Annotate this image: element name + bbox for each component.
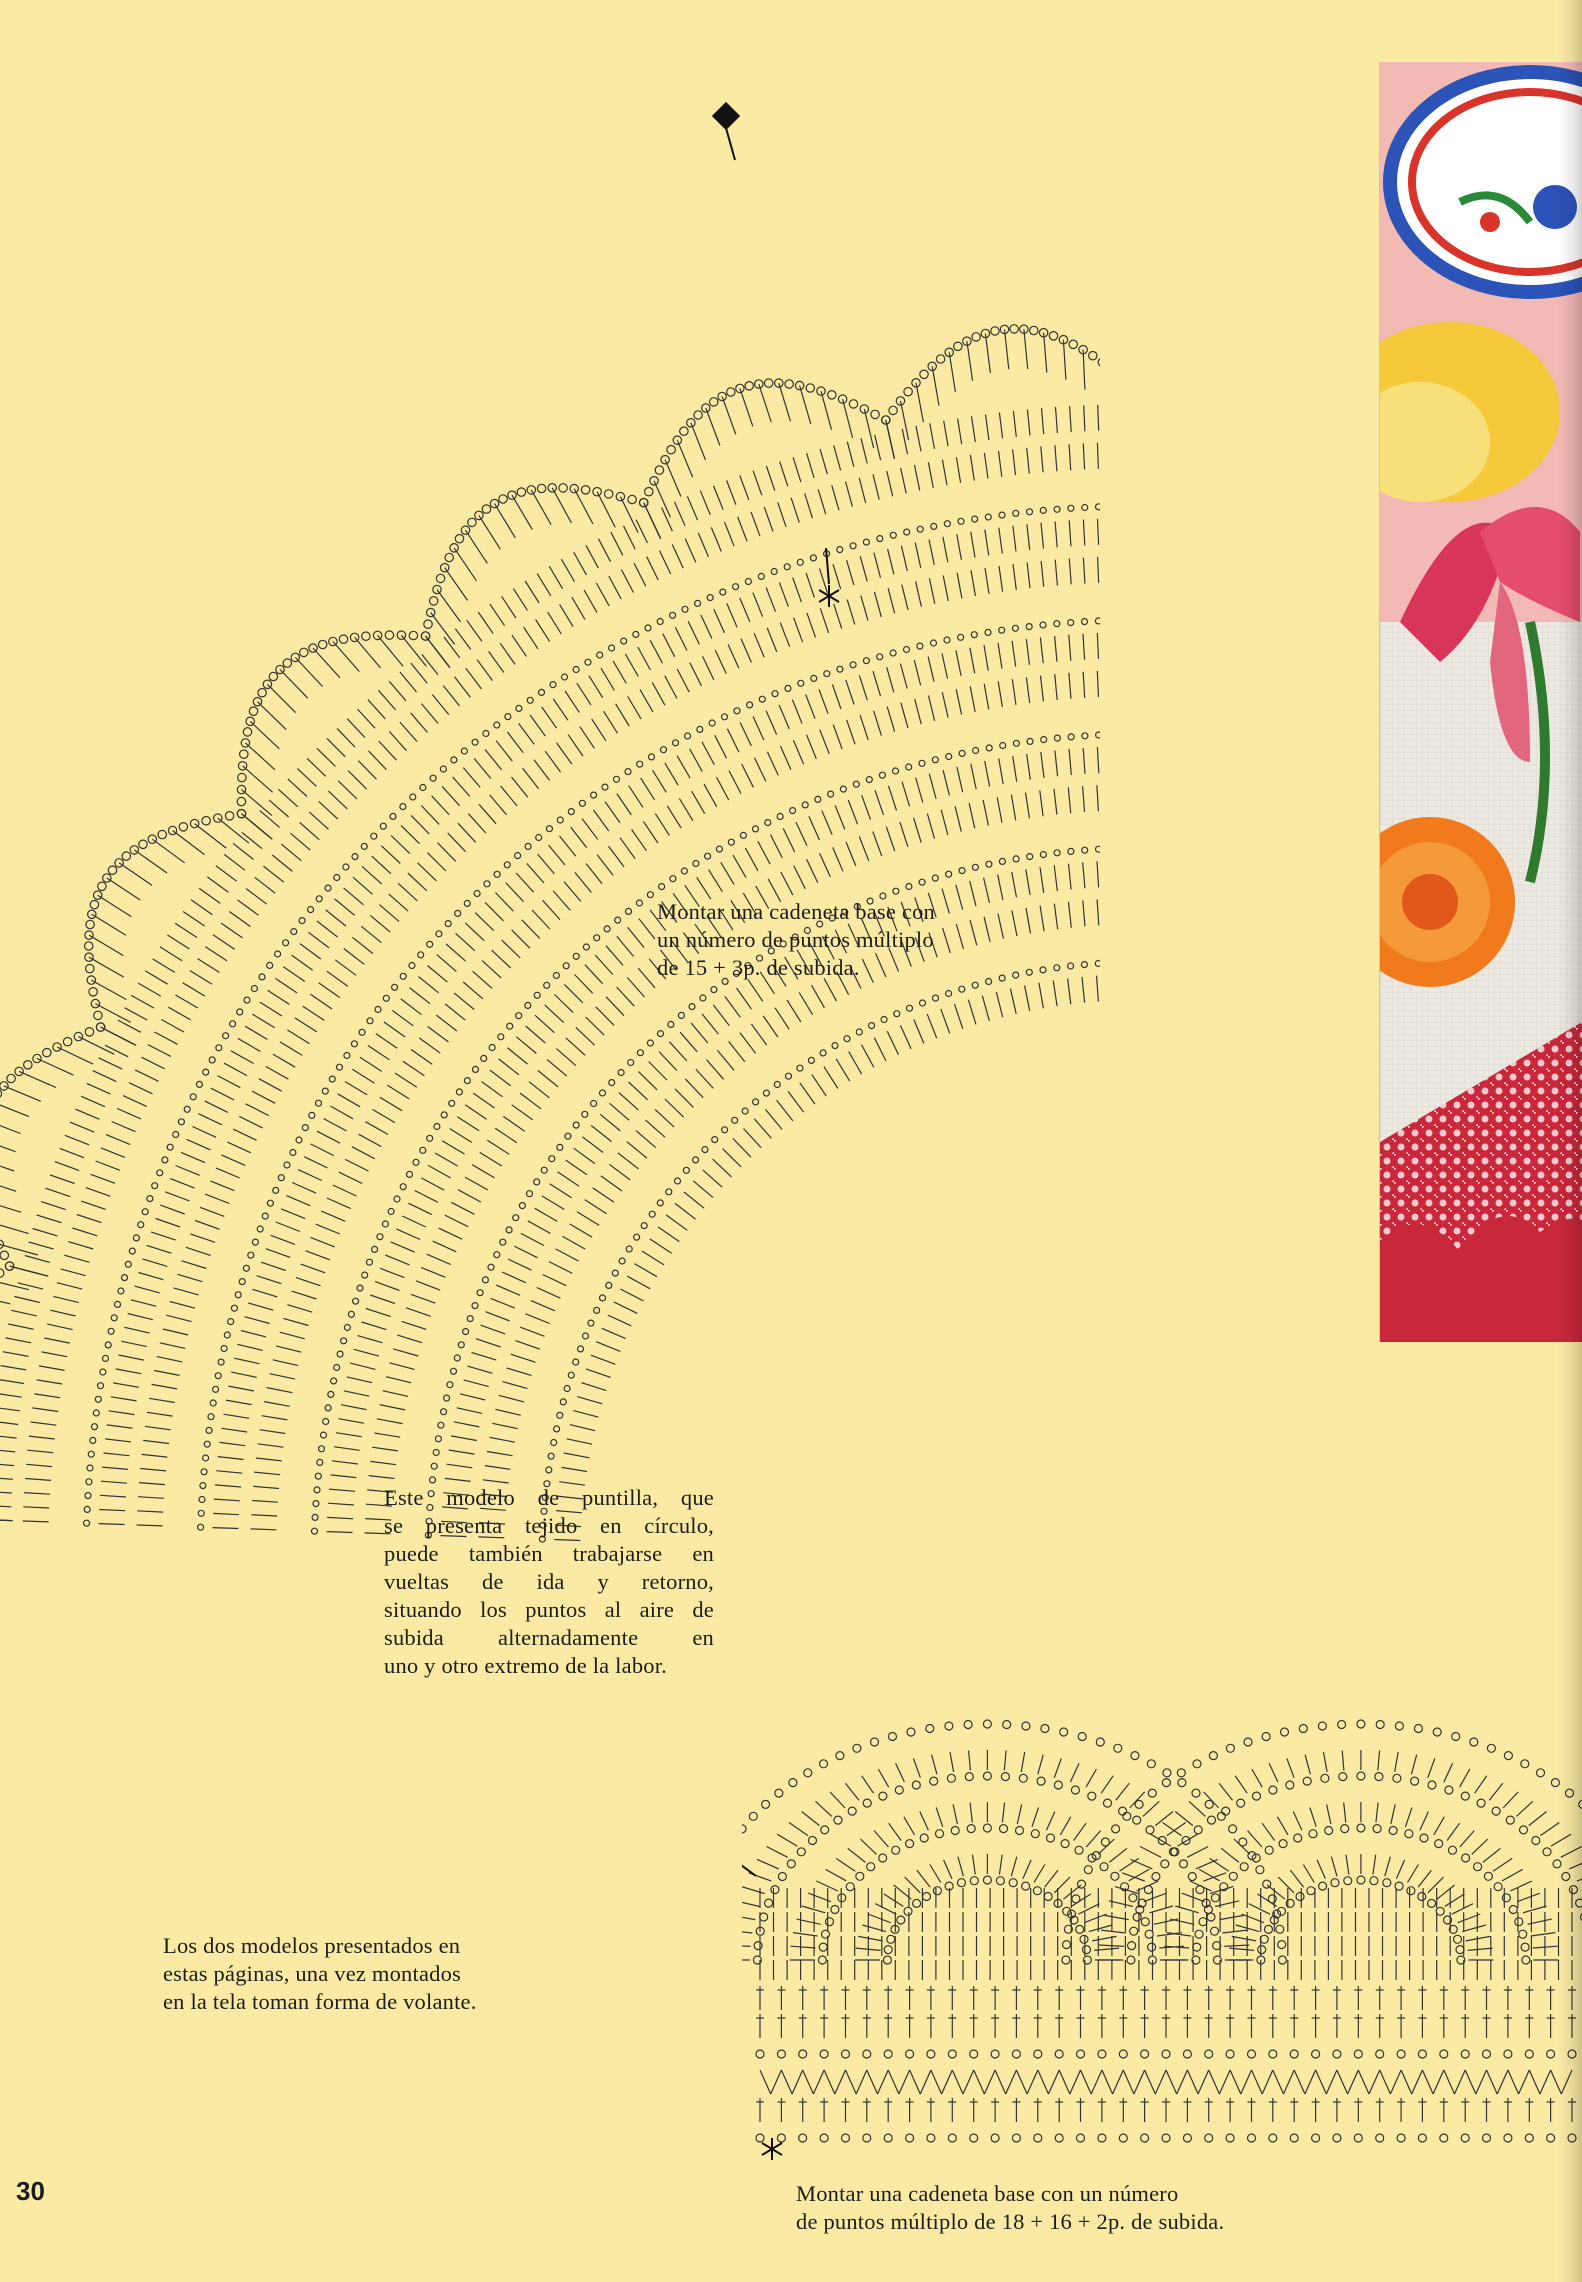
page-number: 30 (16, 2176, 45, 2206)
text-line: vueltas de ida y retorno, (384, 1569, 714, 1594)
text-line: se presenta tejido en círculo, (384, 1513, 714, 1538)
page-gutter-shadow (1558, 0, 1582, 2282)
photo-illustration (1380, 62, 1582, 1342)
text-line: Montar una cadeneta base con un número (796, 2181, 1179, 2206)
models-note (163, 1932, 553, 2016)
text-line: Montar una cadeneta base con (657, 899, 935, 924)
chart1-instructions (657, 898, 1017, 982)
text-line: situando los puntos al aire de (384, 1597, 714, 1622)
text-line: uno y otro extremo de la labor. (384, 1653, 668, 1678)
text-line: de puntos múltiplo de 18 + 16 + 2p. de subida. (796, 2209, 1225, 2234)
text-line: subida alternadamente en (384, 1625, 714, 1650)
text-line: Este modelo de puntilla, que (384, 1485, 714, 1510)
text-line: de 15 + 3p. de subida. (657, 955, 860, 980)
text-line: estas páginas, una vez montados (163, 1961, 461, 1986)
text-line: en la tela toman forma de volante. (163, 1989, 477, 2014)
text-line: un número de puntos múltiplo (657, 927, 934, 952)
text-line: Los dos modelos presentados en (163, 1933, 461, 1958)
table-setting-photo (1380, 62, 1582, 1342)
diamond-marker-icon (712, 102, 740, 160)
circle-note (384, 1484, 714, 1680)
square-marker-icon (742, 1840, 756, 1876)
crochet-chart-straight (742, 1690, 1582, 2170)
chart2-instructions (796, 2180, 1336, 2236)
text-line: puede también trabajarse en (384, 1541, 714, 1566)
